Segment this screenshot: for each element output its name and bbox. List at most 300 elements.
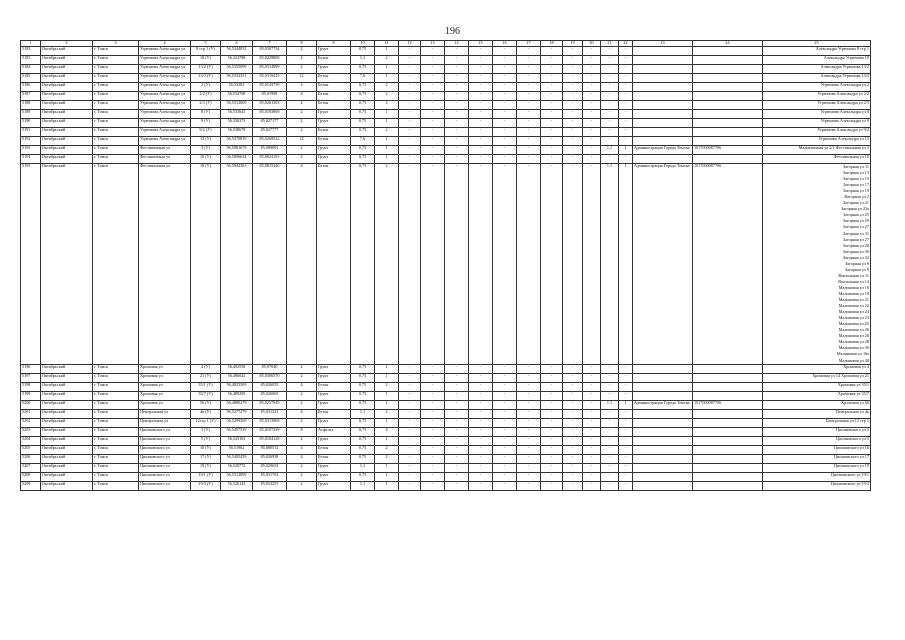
table-cell: - [541,409,563,418]
table-cell [693,65,763,74]
table-cell: - [563,83,583,92]
table-cell: - [601,74,619,83]
table-cell [693,382,763,391]
table-cell: 56,489295 [221,391,253,400]
table-cell: 0,75 [351,418,375,427]
table-cell: Октябрьский [41,137,93,146]
table-cell: 1 [375,364,399,373]
table-cell: - [619,481,633,490]
table-cell: Александра Угрюмова 8 стр 1 [763,47,871,56]
table-cell: - [469,409,493,418]
table-cell: 85,0183869 [253,110,287,119]
table-cell: - [421,74,445,83]
table-cell: Центральная ул [139,418,191,427]
table-cell: 56,5981679 [221,146,253,155]
table-cell: Александра Угрюмова 13/3 [763,74,871,83]
table-cell: Грунт [317,65,351,74]
table-row [21,454,871,463]
table-cell: Угрюмова Александра ул 2/2 [763,92,871,101]
table-cell: 4 [287,445,317,454]
table-cell: - [469,436,493,445]
table-cell: - [493,454,517,463]
table-cell: 13/2 (У) [191,65,221,74]
table-cell: - [399,364,421,373]
table-cell: 1017000087706 [693,146,763,155]
table-cell: - [619,92,633,101]
table-cell: - [563,47,583,56]
table-cell: Центральная ул 4к [763,409,871,418]
table-cell [693,463,763,472]
table-cell: - [421,472,445,481]
table-cell: Грунт [317,400,351,409]
table-cell [693,445,763,454]
table-cell: - [601,481,619,490]
table-cell: - [541,146,563,155]
table-cell: Октябрьский [41,47,93,56]
table-cell: - [563,128,583,137]
table-cell: Угрюмова Александра ул [139,119,191,128]
table-cell: - [563,418,583,427]
table-cell: - [421,146,445,155]
table-cell: - [541,110,563,119]
page-number: 196 [445,26,460,37]
table-cell: - [517,463,541,472]
table-cell [693,427,763,436]
table-cell: - [493,56,517,65]
table-cell: Хромовая ул 56 [763,400,871,409]
table-cell [693,155,763,164]
address-item: Малиновая ул 26 [838,327,869,333]
table-cell: - [445,47,469,56]
table-cell: - [421,164,445,365]
table-cell: - [583,137,601,146]
table-cell: - [601,92,619,101]
table-cell: - [445,146,469,155]
address-item: Загорная ул 9 [845,266,869,272]
table-cell: - [421,137,445,146]
table-cell: - [493,391,517,400]
table-cell: 1 [375,119,399,128]
table-cell: - [601,391,619,400]
table-cell: Октябрьский [41,463,93,472]
table-cell: - [601,65,619,74]
table-cell: 3 (У) [191,146,221,155]
table-cell: 85,033257 [253,481,287,490]
table-cell: 56,538678 [221,128,253,137]
table-cell: 19/1 (У) [191,472,221,481]
address-item: Вокзальная ул 14 [838,278,869,284]
table-cell [633,364,693,373]
table-cell: 2 [375,164,399,365]
table-row [21,391,871,400]
table-cell: - [399,472,421,481]
table-cell: - [517,155,541,164]
table-cell: - [399,83,421,92]
table-cell: - [601,472,619,481]
table-cell: - [563,445,583,454]
table-cell: Бетон [317,454,351,463]
table-row [21,481,871,490]
table-cell: 18 (У) [191,164,221,365]
table-cell [693,436,763,445]
table-cell: - [583,74,601,83]
table-row [21,373,871,382]
table-cell: Октябрьский [41,128,93,137]
table-cell: - [619,373,633,382]
table-cell: 56,543163 [221,436,253,445]
table-cell: - [399,92,421,101]
table-cell: Александра Угрюмова 13/2 [763,65,871,74]
table-cell: - [541,463,563,472]
table-cell: г. Томск [93,146,139,155]
table-cell: - [493,101,517,110]
table-cell: Октябрьский [41,436,93,445]
table-row [21,83,871,92]
table-cell: Угрюмова Александра ул 8 [763,110,871,119]
table-cell: - [619,382,633,391]
table-cell [633,454,693,463]
table-cell: г. Томск [93,155,139,164]
table-cell: - [493,65,517,74]
table-cell: - [541,164,563,365]
table-cell: - [619,119,633,128]
table-cell: Грунт [317,364,351,373]
table-cell: - [421,65,445,74]
table-cell: 5208 [21,472,41,481]
table-row [21,56,871,65]
table-cell: - [601,155,619,164]
table-cell: Октябрьский [41,382,93,391]
table-cell: Циолковского ул 16 [763,445,871,454]
table-cell: г. Томск [93,409,139,418]
table-cell: 2 [375,445,399,454]
address-item: Малиновая ул 18 [838,290,869,296]
table-row [21,65,871,74]
table-cell: г. Томск [93,373,139,382]
table-cell: 5193 [21,146,41,155]
table-cell: 1 [375,155,399,164]
table-cell: - [421,445,445,454]
table-cell: Грунт [317,119,351,128]
table-cell: - [445,409,469,418]
table-cell: 2 [287,155,317,164]
table-cell: Октябрьский [41,364,93,373]
table-cell: 5198 [21,382,41,391]
table-cell: 85,0306570 [253,373,287,382]
table-row [21,445,871,454]
table-cell: - [493,110,517,119]
table-cell: - [493,92,517,101]
table-cell: - [445,92,469,101]
address-item: Загорная ул 21 [842,200,869,206]
table-cell: 1,1 [351,409,375,418]
table-cell: Фестивальная ул [139,146,191,155]
column-number-22: 22 [619,41,633,47]
address-item: Малиновая ул 16 [838,284,869,290]
table-cell: Грунт [317,146,351,155]
table-cell: 0,75 [351,65,375,74]
table-cell: - [493,400,517,409]
table-cell: - [493,481,517,490]
table-cell: 56,5312899 [221,472,253,481]
table-cell [633,418,693,427]
table-cell: 2 [375,56,399,65]
table-cell: - [601,119,619,128]
table-cell: 9 (У) [191,119,221,128]
table-cell: - [583,83,601,92]
table-cell: - [445,101,469,110]
table-row [21,164,871,365]
table-cell: 56,5332351 [221,74,253,83]
table-cell: - [399,391,421,400]
table-cell: - [619,56,633,65]
address-item: Малиновая ул 28 [838,339,869,345]
table-cell [633,119,693,128]
table-cell: - [399,155,421,164]
table-cell: г. Томск [93,56,139,65]
table-cell: - [517,454,541,463]
table-cell: Хромовая ул 14 Хромовая ул 21 [763,373,871,382]
table-cell: - [517,56,541,65]
table-cell: 85,0104128 [253,436,287,445]
table-cell [693,364,763,373]
table-cell: Хромовая ул [139,364,191,373]
table-cell [633,382,693,391]
table-cell: - [493,47,517,56]
table-cell: - [445,83,469,92]
table-cell: Грунт [317,463,351,472]
table-cell: г. Томск [93,427,139,436]
table-cell: - [541,74,563,83]
table-cell: 5 (У) [191,436,221,445]
table-cell [633,445,693,454]
table-cell: 2 [375,92,399,101]
table-cell: - [517,74,541,83]
table-cell: - [583,65,601,74]
table-cell: - [541,472,563,481]
table-cell: - [583,418,601,427]
column-number-15: 15 [469,41,493,47]
table-cell: - [421,47,445,56]
table-cell: - [421,101,445,110]
address-item: Малиновая ул 28 [838,333,869,339]
table-row [21,128,871,137]
table-cell: - [399,164,421,365]
address-item: Малиновая ул 24 [838,309,869,315]
table-cell: - [399,47,421,56]
table-row [21,155,871,164]
table-cell: 0,75 [351,445,375,454]
table-cell: Циолковского ул 19/1 [763,472,871,481]
table-cell: Угрюмова Александра ул [139,65,191,74]
table-cell: 5183 [21,56,41,65]
table-cell: - [619,391,633,400]
table-cell: Октябрьский [41,454,93,463]
table-cell: 2 [287,65,317,74]
table-cell: - [583,128,601,137]
address-item: Загорная ул 27 [842,224,869,230]
table-cell: г. Томск [93,400,139,409]
table-cell: 85,0257949 [253,400,287,409]
table-cell: - [583,409,601,418]
table-cell: 56,324788 [221,56,253,65]
table-cell: - [493,373,517,382]
table-row [21,101,871,110]
table-cell [633,56,693,65]
table-cell: 2 [287,400,317,409]
table-cell: Октябрьский [41,373,93,382]
table-cell: Октябрьский [41,65,93,74]
table-cell: - [399,418,421,427]
table-cell: - [601,137,619,146]
address-item: Малиновая ул 16а [836,351,869,357]
table-cell: Угрюмова Александра ул [139,74,191,83]
table-cell: 56,5277279 [221,409,253,418]
table-row [21,418,871,427]
table-cell: - [583,445,601,454]
table-cell: - [541,445,563,454]
table-cell: - [517,472,541,481]
table-cell: 5209 [21,481,41,490]
table-cell: - [493,119,517,128]
address-item: Малиновая ул 23 [838,315,869,321]
table-cell: - [583,481,601,490]
table-cell: 8 [287,427,317,436]
address-item: Загорная ул 28 [842,242,869,248]
table-cell [633,472,693,481]
table-cell: 0,75 [351,400,375,409]
table-cell: - [563,463,583,472]
table-cell: - [583,373,601,382]
table-cell [693,119,763,128]
table-cell: - [421,481,445,490]
table-cell: - [517,445,541,454]
table-row [21,47,871,56]
table-cell: 56,534768 [221,92,253,101]
table-cell: 85,031321 [253,409,287,418]
table-cell [693,110,763,119]
table-cell: 56,5355099 [221,65,253,74]
table-cell: - [445,65,469,74]
table-cell: - [517,92,541,101]
table-cell: Бетон [317,409,351,418]
table-cell: - [399,137,421,146]
column-number-16: 16 [493,41,517,47]
register-table [20,40,871,491]
table-cell: г. Томск [93,472,139,481]
table-cell: г. Томск [93,454,139,463]
table-cell [693,56,763,65]
table-cell: - [445,110,469,119]
table-cell: - [445,382,469,391]
table-cell: г. Томск [93,74,139,83]
table-cell: Бетон [317,74,351,83]
table-cell: 85,090091 [253,146,287,155]
table-cell: 1,1 [601,400,619,409]
table-cell: - [421,463,445,472]
table-cell: Хромовая ул [139,373,191,382]
table-cell: Хромовая ул 35/1 [763,382,871,391]
table-cell: - [517,128,541,137]
table-cell: Угрюмова Александра ул [139,92,191,101]
table-cell [633,83,693,92]
table-cell: 1 [375,65,399,74]
address-item: Малиновая ул 25 [838,321,869,327]
table-cell: - [421,155,445,164]
table-cell: - [493,427,517,436]
table-cell: - [421,382,445,391]
table-cell: - [563,110,583,119]
table-cell: - [601,128,619,137]
table-cell: г. Томск [93,83,139,92]
table-row [21,400,871,409]
table-cell: - [563,119,583,128]
address-item: Вагорная ул 2 [844,194,869,200]
table-cell: Бетон [317,445,351,454]
table-cell: - [541,83,563,92]
table-cell: 8 стр 1 (У) [191,47,221,56]
table-cell: - [421,454,445,463]
table-cell: 56,5344052 [221,47,253,56]
address-item: Загорная ул 29 [842,218,869,224]
table-cell: 56 (У) [191,400,221,409]
table-cell: г. Томск [93,119,139,128]
table-cell: 1,1 [351,481,375,490]
table-cell [633,391,693,400]
table-cell: - [601,463,619,472]
table-cell: - [399,409,421,418]
table-cell: - [583,92,601,101]
table-cell: 5184 [21,65,41,74]
table-row [21,119,871,128]
table-cell: 2 [287,481,317,490]
table-row [21,409,871,418]
table-cell: г. Томск [93,65,139,74]
table-cell: 4 [287,164,317,365]
table-cell: 1,1 [601,164,619,365]
table-cell: - [469,418,493,427]
table-cell: - [517,110,541,119]
table-cell: 85,0143759 [253,83,287,92]
table-cell: Александра Угрюмова 10 [763,56,871,65]
table-cell: 4к (У) [191,409,221,418]
table-cell: Октябрьский [41,400,93,409]
table-cell: - [399,454,421,463]
address-list [764,164,869,364]
table-cell: - [421,83,445,92]
table-cell: Циолковского ул 19/3 [763,481,871,490]
table-cell: 5202 [21,418,41,427]
table-cell: 85,07040 [253,364,287,373]
table-cell: - [517,373,541,382]
table-cell: - [601,427,619,436]
table-cell: 2 [287,373,317,382]
table-cell: - [583,164,601,365]
table-cell: 1 [375,472,399,481]
table-cell: - [563,400,583,409]
table-cell [693,391,763,400]
table-cell: Бетон [317,101,351,110]
table-cell: 5201 [21,409,41,418]
table-cell: г. Томск [93,101,139,110]
table-cell [633,110,693,119]
table-cell: г. Томск [93,391,139,400]
table-cell: - [399,56,421,65]
table-cell: 85,080512 [253,445,287,454]
table-cell: - [469,481,493,490]
table-cell: - [469,445,493,454]
table-cell: - [445,418,469,427]
